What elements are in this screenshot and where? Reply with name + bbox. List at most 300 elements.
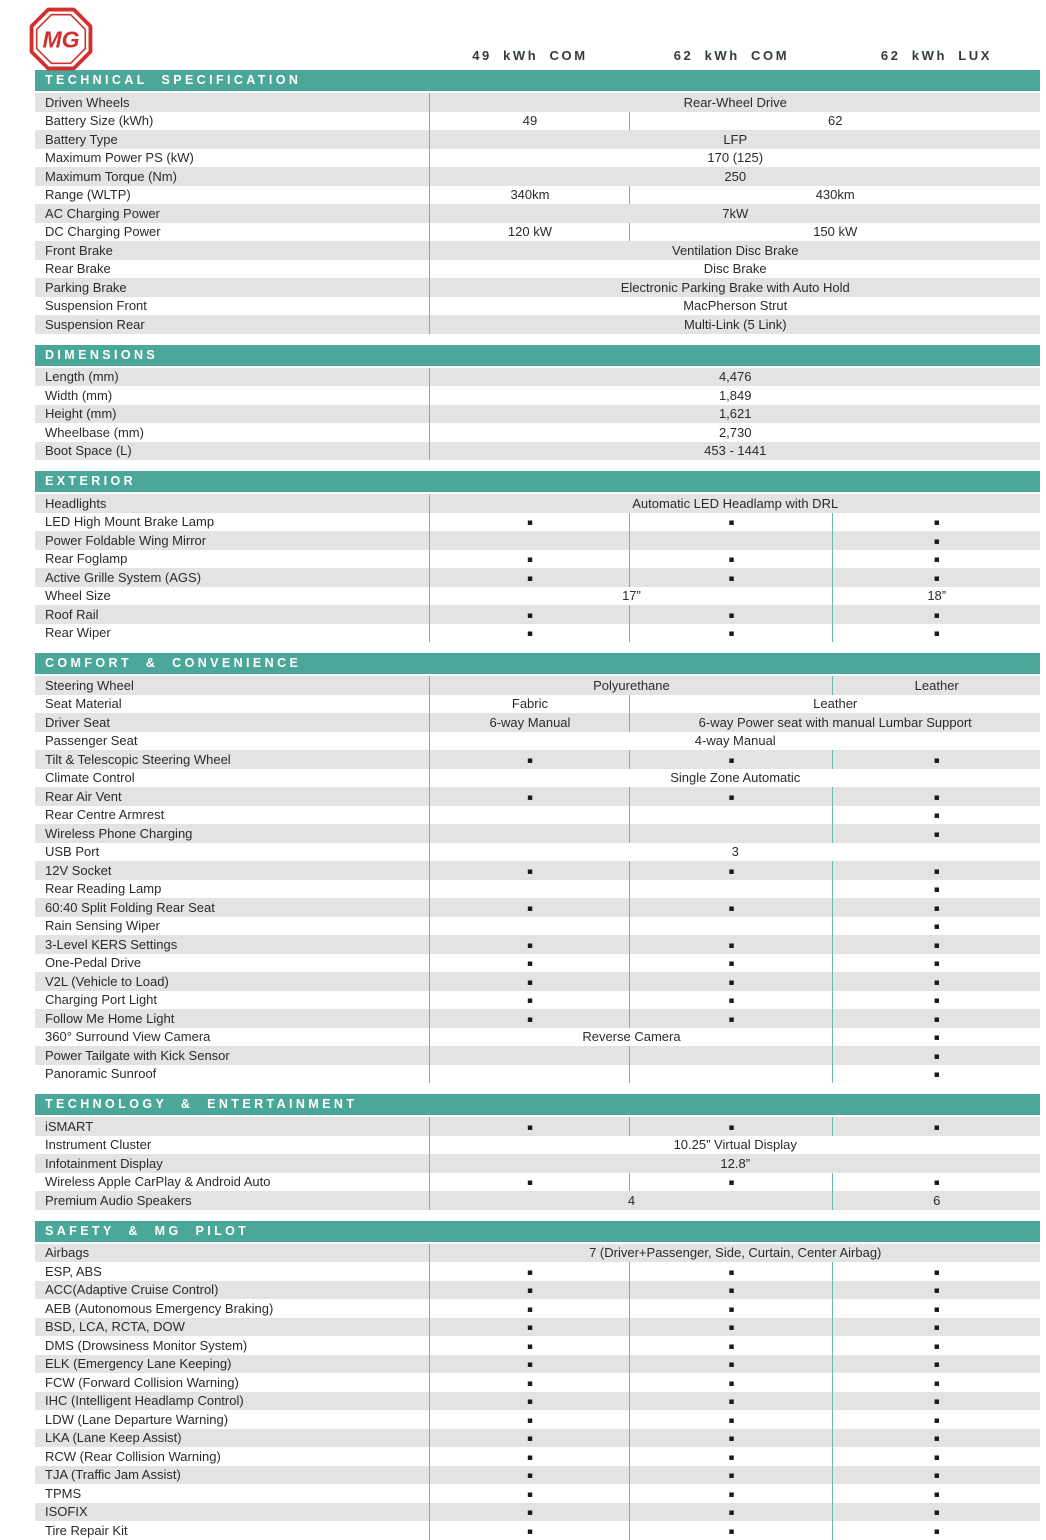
- value-cell: Electronic Parking Brake with Auto Hold: [620, 279, 850, 295]
- feature-dot-icon: ▪: [933, 629, 940, 640]
- value-cell: [833, 1173, 1040, 1192]
- feature-dot-icon: ▪: [933, 977, 940, 988]
- value-cell: 17”: [430, 587, 833, 606]
- feature-dot-icon: ▪: [526, 1304, 534, 1315]
- value-cell: [430, 1065, 630, 1084]
- value-cell: [430, 917, 630, 936]
- feature-dot-icon: ▪: [526, 1434, 534, 1445]
- value-cell: [833, 954, 1040, 973]
- feature-dot-icon: ▪: [728, 1471, 735, 1482]
- value-cell: [833, 991, 1040, 1010]
- feature-dot-icon: ▪: [728, 610, 735, 621]
- value-cell: [430, 624, 630, 643]
- feature-dot-icon: ▪: [526, 610, 534, 621]
- value-cell: [430, 531, 630, 550]
- feature-dot-icon: ▪: [728, 1267, 735, 1278]
- table-row: [35, 368, 1040, 387]
- table-row: [35, 935, 1040, 954]
- feature-dot-icon: ▪: [933, 1122, 940, 1133]
- value-cell: [630, 1429, 833, 1448]
- value-cell: [430, 1447, 630, 1466]
- value-cell: [630, 787, 833, 806]
- value-cell: [833, 1262, 1040, 1281]
- feature-dot-icon: ▪: [526, 1397, 534, 1408]
- value-cell: [630, 550, 833, 569]
- row-label: Passenger Seat: [35, 732, 430, 751]
- value-cell: [630, 1318, 833, 1337]
- row-label: 3-Level KERS Settings: [35, 935, 430, 954]
- spec-table: [35, 93, 1040, 334]
- value-cell: [833, 1503, 1040, 1522]
- row-label: LDW (Lane Departure Warning): [35, 1410, 430, 1429]
- value-cell: [430, 1009, 630, 1028]
- value-cell: 120 kW: [430, 223, 630, 242]
- table-row: [35, 713, 1040, 732]
- feature-dot-icon: ▪: [933, 1178, 940, 1189]
- value-cell: 340km: [430, 186, 630, 205]
- value-cell: [833, 1373, 1040, 1392]
- row-label: Driver Seat: [35, 713, 430, 732]
- value-cell: 6: [933, 1192, 941, 1208]
- feature-dot-icon: ▪: [933, 1051, 940, 1062]
- feature-dot-icon: ▪: [933, 1452, 940, 1463]
- row-label: DC Charging Power: [35, 223, 430, 242]
- row-label: Roof Rail: [35, 605, 430, 624]
- table-row: [35, 769, 1040, 788]
- value-cell: [630, 1410, 833, 1429]
- table-row: [35, 297, 1040, 316]
- table-row: [35, 513, 1040, 532]
- value-cell: [630, 972, 833, 991]
- row-label: Driven Wheels: [35, 93, 430, 112]
- value-cell: Multi-Link (5 Link): [683, 316, 787, 332]
- value-cell: Polyurethane: [430, 676, 833, 695]
- row-label: BSD, LCA, RCTA, DOW: [35, 1318, 430, 1337]
- row-label: Rear Wiper: [35, 624, 430, 643]
- table-row: [35, 112, 1040, 131]
- value-cell: 12.8”: [720, 1155, 751, 1171]
- column-header-62kwh-com: 62 kWh COM: [673, 48, 790, 63]
- value-cell: Automatic LED Headlamp with DRL: [632, 495, 839, 511]
- value-cell: [430, 1410, 630, 1429]
- value-cell: [430, 1429, 630, 1448]
- table-row: [35, 972, 1040, 991]
- value-cell: [430, 787, 630, 806]
- value-cell: [430, 1046, 630, 1065]
- row-label: USB Port: [35, 843, 430, 862]
- feature-dot-icon: ▪: [526, 1452, 534, 1463]
- value-cell: [430, 1484, 630, 1503]
- row-label: LED High Mount Brake Lamp: [35, 513, 430, 532]
- feature-dot-icon: ▪: [933, 755, 940, 766]
- value-cell: [630, 568, 833, 587]
- value-cell: Rear-Wheel Drive: [683, 94, 787, 110]
- row-label: Battery Type: [35, 130, 430, 149]
- value-cell: [833, 1410, 1040, 1429]
- row-label: AEB (Autonomous Emergency Braking): [35, 1299, 430, 1318]
- value-cell: [833, 1392, 1040, 1411]
- row-label: Suspension Rear: [35, 315, 430, 334]
- feature-dot-icon: ▪: [728, 755, 735, 766]
- table-row: [35, 861, 1040, 880]
- feature-dot-icon: ▪: [526, 1341, 534, 1352]
- spec-table: [35, 1117, 1040, 1210]
- row-label: TPMS: [35, 1484, 430, 1503]
- table-row: [35, 732, 1040, 751]
- table-row: [35, 1355, 1040, 1374]
- table-row: [35, 315, 1040, 334]
- value-cell: [630, 880, 833, 899]
- value-cell: [430, 824, 630, 843]
- table-row: [35, 587, 1040, 606]
- feature-dot-icon: ▪: [728, 1452, 735, 1463]
- row-label: Wireless Apple CarPlay & Android Auto: [35, 1173, 430, 1192]
- section: [35, 70, 1040, 334]
- feature-dot-icon: ▪: [728, 1122, 735, 1133]
- table-row: [35, 1191, 1040, 1210]
- feature-dot-icon: ▪: [728, 959, 735, 970]
- value-cell: Single Zone Automatic: [670, 770, 801, 786]
- value-cell: [833, 861, 1040, 880]
- row-label: V2L (Vehicle to Load): [35, 972, 430, 991]
- feature-dot-icon: ▪: [728, 1304, 735, 1315]
- feature-dot-icon: ▪: [933, 1341, 940, 1352]
- value-cell: [833, 1447, 1040, 1466]
- feature-dot-icon: ▪: [933, 1323, 940, 1334]
- value-cell: [833, 1009, 1040, 1028]
- value-cell: [833, 1429, 1040, 1448]
- value-cell: [833, 972, 1040, 991]
- feature-dot-icon: ▪: [526, 1122, 534, 1133]
- value-cell: Leather: [914, 677, 959, 693]
- feature-dot-icon: ▪: [728, 1508, 735, 1519]
- table-row: [35, 241, 1040, 260]
- row-label: LKA (Lane Keep Assist): [35, 1429, 430, 1448]
- row-label: Height (mm): [35, 405, 430, 424]
- value-cell: [833, 513, 1040, 532]
- feature-dot-icon: ▪: [933, 1267, 940, 1278]
- feature-dot-icon: ▪: [728, 1526, 735, 1537]
- table-row: [35, 1410, 1040, 1429]
- value-cell: [630, 1466, 833, 1485]
- value-cell: 49: [430, 112, 630, 131]
- feature-dot-icon: ▪: [728, 792, 735, 803]
- feature-dot-icon: ▪: [728, 977, 735, 988]
- table-row: [35, 1299, 1040, 1318]
- value-cell: [833, 917, 1040, 936]
- feature-dot-icon: ▪: [933, 866, 940, 877]
- feature-dot-icon: ▪: [526, 1508, 534, 1519]
- feature-dot-icon: ▪: [933, 536, 940, 547]
- value-cell: [630, 513, 833, 532]
- table-row: [35, 386, 1040, 405]
- table-row: [35, 1521, 1040, 1540]
- row-label: Premium Audio Speakers: [35, 1191, 430, 1210]
- feature-dot-icon: ▪: [728, 1415, 735, 1426]
- value-cell: [833, 1466, 1040, 1485]
- value-cell: 10.25” Virtual Display: [673, 1137, 797, 1153]
- feature-dot-icon: ▪: [933, 792, 940, 803]
- row-label: Maximum Torque (Nm): [35, 167, 430, 186]
- row-label: RCW (Rear Collision Warning): [35, 1447, 430, 1466]
- value-cell: [430, 605, 630, 624]
- table-row: [35, 1392, 1040, 1411]
- column-header-49kwh-com: 49 kWh COM: [472, 48, 588, 63]
- feature-dot-icon: ▪: [526, 755, 534, 766]
- value-cell: 170 (125): [707, 150, 764, 166]
- value-cell: [630, 1065, 833, 1084]
- row-label: Power Tailgate with Kick Sensor: [35, 1046, 430, 1065]
- row-label: Airbags: [35, 1244, 430, 1263]
- row-label: FCW (Forward Collision Warning): [35, 1373, 430, 1392]
- feature-dot-icon: ▪: [933, 555, 940, 566]
- value-cell: [833, 605, 1040, 624]
- feature-dot-icon: ▪: [933, 1304, 940, 1315]
- row-label: Boot Space (L): [35, 442, 430, 461]
- feature-dot-icon: ▪: [728, 629, 735, 640]
- value-cell: [833, 1281, 1040, 1300]
- feature-dot-icon: ▪: [526, 1267, 534, 1278]
- value-cell: 3: [731, 844, 739, 860]
- table-row: [35, 880, 1040, 899]
- feature-dot-icon: ▪: [728, 1323, 735, 1334]
- table-row: [35, 494, 1040, 513]
- value-cell: 4-way Manual: [694, 733, 776, 749]
- value-cell: [430, 880, 630, 899]
- value-cell: [833, 550, 1040, 569]
- feature-dot-icon: ▪: [933, 885, 940, 896]
- row-label: Parking Brake: [35, 278, 430, 297]
- feature-dot-icon: ▪: [728, 1378, 735, 1389]
- feature-dot-icon: ▪: [728, 555, 735, 566]
- value-cell: [833, 935, 1040, 954]
- table-row: [35, 1484, 1040, 1503]
- feature-dot-icon: ▪: [728, 996, 735, 1007]
- value-cell: [430, 1392, 630, 1411]
- value-cell: [833, 1046, 1040, 1065]
- table-row: [35, 1447, 1040, 1466]
- feature-dot-icon: ▪: [526, 977, 534, 988]
- value-cell: MacPherson Strut: [683, 298, 788, 314]
- row-label: Front Brake: [35, 241, 430, 260]
- feature-dot-icon: ▪: [728, 518, 735, 529]
- value-cell: [630, 1117, 833, 1136]
- value-cell: [430, 750, 630, 769]
- section-header: SAFETY & MG PILOT: [35, 1221, 1040, 1242]
- feature-dot-icon: ▪: [933, 1033, 940, 1044]
- row-label: 60:40 Split Folding Rear Seat: [35, 898, 430, 917]
- value-cell: 430km: [815, 187, 855, 203]
- table-row: [35, 93, 1040, 112]
- feature-dot-icon: ▪: [728, 903, 735, 914]
- logo-letters: MG: [42, 26, 80, 53]
- feature-dot-icon: ▪: [933, 518, 940, 529]
- row-label: Steering Wheel: [35, 676, 430, 695]
- row-label: Maximum Power PS (kW): [35, 149, 430, 168]
- table-row: [35, 186, 1040, 205]
- table-row: [35, 1065, 1040, 1084]
- trim-column-headers: [35, 48, 1040, 63]
- feature-dot-icon: ▪: [526, 1526, 534, 1537]
- value-cell: [430, 1281, 630, 1300]
- feature-dot-icon: ▪: [933, 1286, 940, 1297]
- feature-dot-icon: ▪: [526, 903, 534, 914]
- section-header: TECHNOLOGY & ENTERTAINMENT: [35, 1094, 1040, 1115]
- column-header-62kwh-lux: 62 kWh LUX: [880, 48, 992, 63]
- section: [35, 1094, 1040, 1210]
- table-row: [35, 1244, 1040, 1263]
- feature-dot-icon: ▪: [526, 573, 534, 584]
- table-row: [35, 695, 1040, 714]
- feature-dot-icon: ▪: [728, 1360, 735, 1371]
- row-label: Range (WLTP): [35, 186, 430, 205]
- feature-dot-icon: ▪: [933, 1471, 940, 1482]
- table-row: [35, 676, 1040, 695]
- value-cell: [630, 898, 833, 917]
- feature-dot-icon: ▪: [526, 518, 534, 529]
- table-row: [35, 806, 1040, 825]
- spec-table: [35, 368, 1040, 461]
- row-label: Rear Foglamp: [35, 550, 430, 569]
- feature-dot-icon: ▪: [526, 792, 534, 803]
- value-cell: [833, 1336, 1040, 1355]
- value-cell: [430, 972, 630, 991]
- feature-dot-icon: ▪: [933, 959, 940, 970]
- table-row: [35, 204, 1040, 223]
- row-label: Wheel Size: [35, 587, 430, 606]
- feature-dot-icon: ▪: [728, 1397, 735, 1408]
- value-cell: [630, 954, 833, 973]
- value-cell: [833, 531, 1040, 550]
- value-cell: 4,476: [718, 369, 752, 385]
- value-cell: [833, 806, 1040, 825]
- table-row: [35, 130, 1040, 149]
- column-header-spacer: [35, 48, 430, 63]
- feature-dot-icon: ▪: [728, 1178, 735, 1189]
- value-cell: [430, 935, 630, 954]
- value-cell: [833, 898, 1040, 917]
- value-cell: [430, 806, 630, 825]
- value-cell: [630, 1392, 833, 1411]
- value-cell: [630, 935, 833, 954]
- row-label: Infotainment Display: [35, 1154, 430, 1173]
- table-row: [35, 1281, 1040, 1300]
- table-row: [35, 1028, 1040, 1047]
- table-row: [35, 149, 1040, 168]
- value-cell: [833, 1355, 1040, 1374]
- value-cell: [630, 824, 833, 843]
- value-cell: 4: [430, 1191, 833, 1210]
- section: [35, 345, 1040, 461]
- value-cell: 7 (Driver+Passenger, Side, Curtain, Center Airbag): [589, 1245, 882, 1261]
- value-cell: [630, 917, 833, 936]
- spec-table: [35, 1244, 1040, 1540]
- value-cell: [430, 1173, 630, 1192]
- row-label: Wheelbase (mm): [35, 423, 430, 442]
- section: [35, 653, 1040, 1083]
- row-label: ESP, ABS: [35, 1262, 430, 1281]
- table-row: [35, 1136, 1040, 1155]
- row-label: Power Foldable Wing Mirror: [35, 531, 430, 550]
- feature-dot-icon: ▪: [526, 1178, 534, 1189]
- table-row: [35, 1117, 1040, 1136]
- value-cell: 6-way Manual: [430, 713, 630, 732]
- feature-dot-icon: ▪: [526, 1471, 534, 1482]
- value-cell: [630, 1336, 833, 1355]
- row-label: Width (mm): [35, 386, 430, 405]
- row-label: ACC(Adaptive Cruise Control): [35, 1281, 430, 1300]
- row-label: DMS (Drowsiness Monitor System): [35, 1336, 430, 1355]
- spec-sections: [35, 70, 1040, 1540]
- feature-dot-icon: ▪: [728, 940, 735, 951]
- table-row: [35, 260, 1040, 279]
- page-header: [0, 0, 1046, 70]
- spec-table: [35, 676, 1040, 1083]
- value-cell: [833, 750, 1040, 769]
- value-cell: 150 kW: [813, 224, 858, 240]
- value-cell: Disc Brake: [703, 261, 767, 277]
- feature-dot-icon: ▪: [728, 1341, 735, 1352]
- table-row: [35, 1373, 1040, 1392]
- section-header: TECHNICAL SPECIFICATION: [35, 70, 1040, 91]
- row-label: Rear Centre Armrest: [35, 806, 430, 825]
- value-cell: [430, 1373, 630, 1392]
- value-cell: [833, 1028, 1040, 1047]
- row-label: Headlights: [35, 494, 430, 513]
- feature-dot-icon: ▪: [526, 1378, 534, 1389]
- feature-dot-icon: ▪: [526, 629, 534, 640]
- value-cell: [630, 1521, 833, 1540]
- feature-dot-icon: ▪: [933, 1508, 940, 1519]
- feature-dot-icon: ▪: [526, 1360, 534, 1371]
- value-cell: [630, 1373, 833, 1392]
- value-cell: [630, 1447, 833, 1466]
- table-row: [35, 278, 1040, 297]
- value-cell: [630, 991, 833, 1010]
- value-cell: [833, 824, 1040, 843]
- feature-dot-icon: ▪: [526, 555, 534, 566]
- table-row: [35, 1429, 1040, 1448]
- value-cell: [630, 605, 833, 624]
- value-cell: 250: [724, 168, 747, 184]
- row-label: Tire Repair Kit: [35, 1521, 430, 1540]
- value-cell: [430, 568, 630, 587]
- feature-dot-icon: ▪: [933, 1397, 940, 1408]
- value-cell: 453 - 1441: [704, 443, 767, 459]
- spec-table: [35, 494, 1040, 642]
- row-label: IHC (Intelligent Headlamp Control): [35, 1392, 430, 1411]
- table-row: [35, 167, 1040, 186]
- feature-dot-icon: ▪: [526, 1323, 534, 1334]
- table-row: [35, 624, 1040, 643]
- row-label: Tilt & Telescopic Steering Wheel: [35, 750, 430, 769]
- row-label: Instrument Cluster: [35, 1136, 430, 1155]
- row-label: Rain Sensing Wiper: [35, 917, 430, 936]
- feature-dot-icon: ▪: [933, 829, 940, 840]
- feature-dot-icon: ▪: [933, 1434, 940, 1445]
- table-row: [35, 531, 1040, 550]
- row-label: Charging Port Light: [35, 991, 430, 1010]
- value-cell: Leather: [813, 696, 858, 712]
- feature-dot-icon: ▪: [728, 573, 735, 584]
- table-row: [35, 423, 1040, 442]
- table-row: [35, 898, 1040, 917]
- value-cell: [630, 1281, 833, 1300]
- value-cell: 62: [827, 113, 843, 129]
- value-cell: 1,621: [718, 406, 752, 422]
- row-label: Active Grille System (AGS): [35, 568, 430, 587]
- table-row: [35, 1336, 1040, 1355]
